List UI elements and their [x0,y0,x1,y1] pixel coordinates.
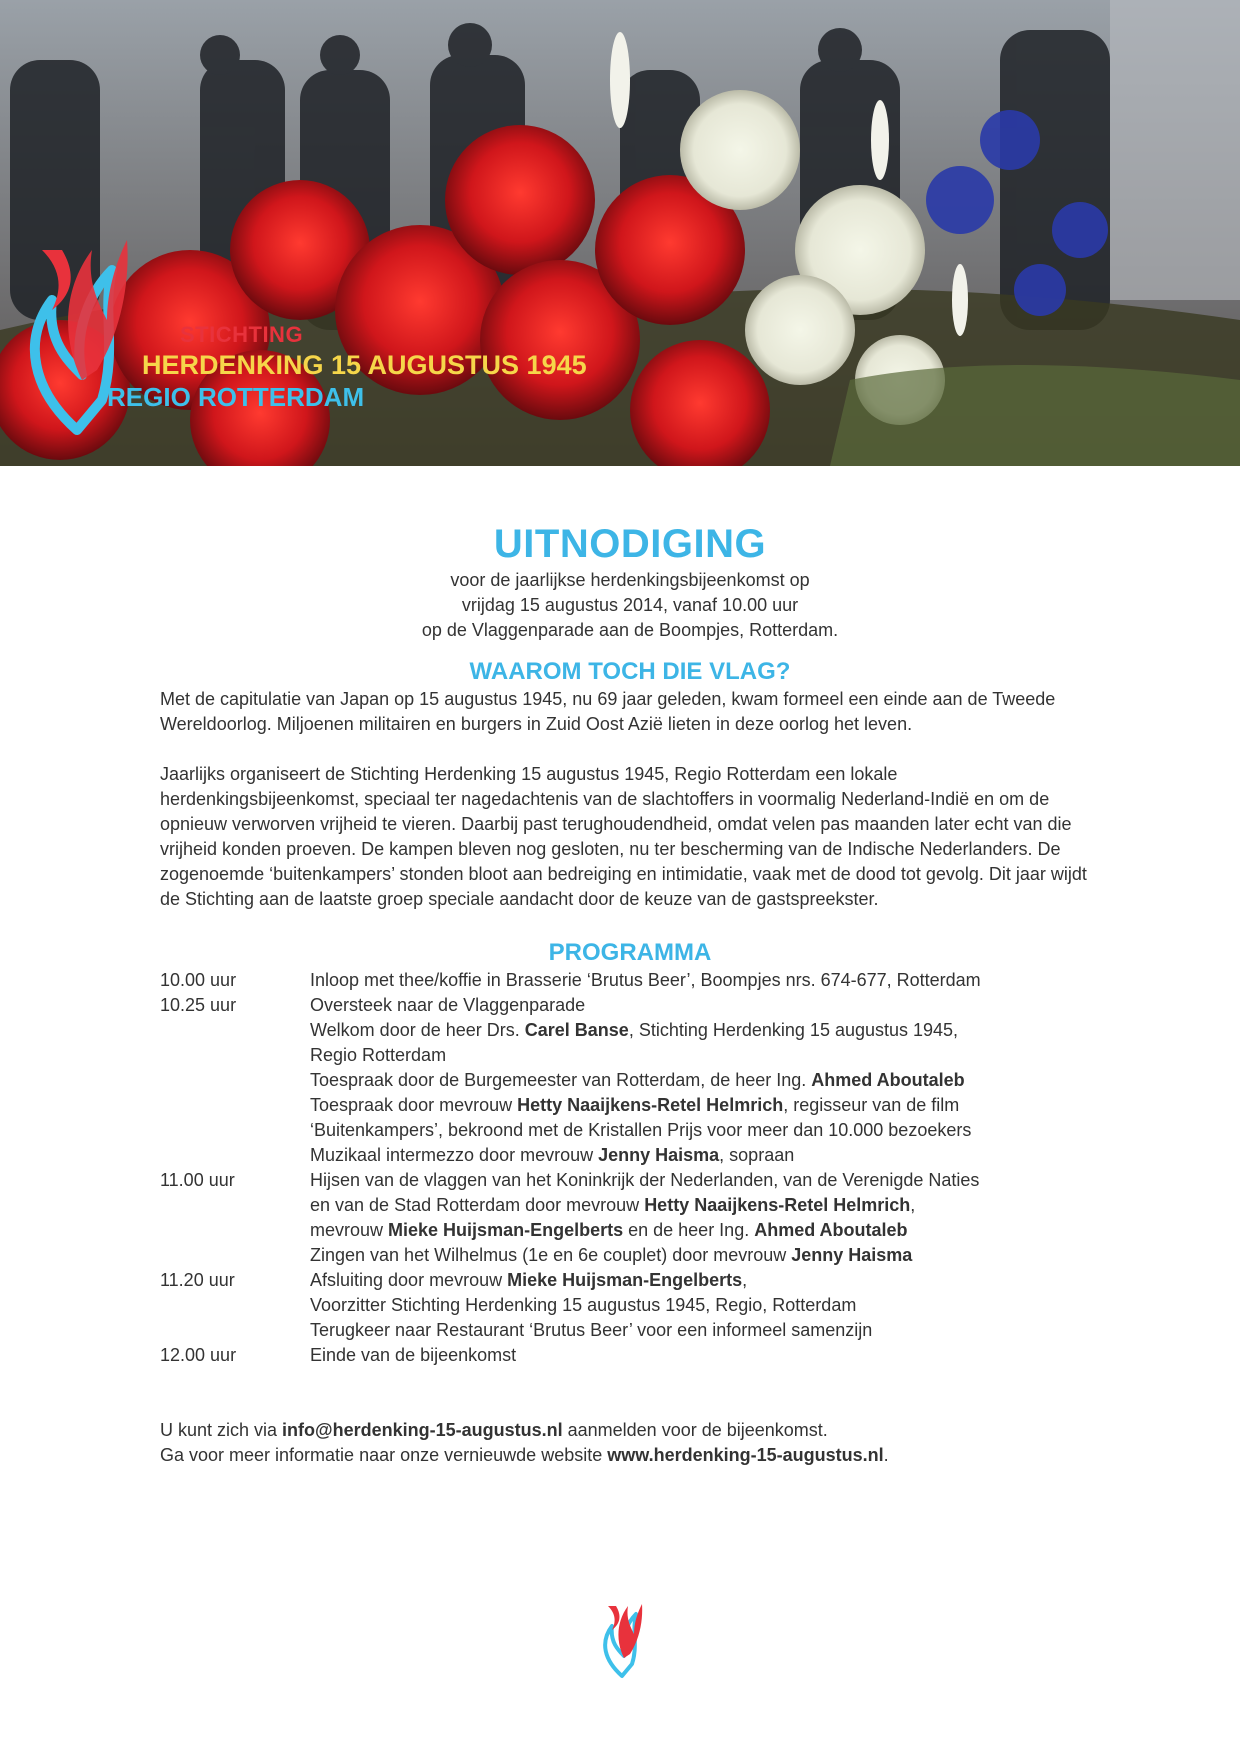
text: Muzikaal intermezzo door mevrouw [310,1145,599,1165]
text: , [910,1195,916,1215]
text: , regisseur van de film [783,1095,960,1115]
website-link[interactable]: www.herdenking-15-augustus.nl [607,1445,884,1465]
paragraph: Met de capitulatie van Japan op 15 augustus 1945, nu 69 jaar geleden, kwam formeel een einde aan de Tweede Wereldoorlog. Miljoenen militairen en burgers in Zuid Oost Azië lieten in deze oorlog het leven. [160,689,1056,734]
person-name: Jenny Haisma [598,1145,720,1165]
program-row [160,1168,1100,1268]
program-line: Terugkeer naar Restaurant ‘Brutus Beer’ voor een informeel samenzijn [310,1320,873,1340]
brand-line-herdenking: HERDENKING 15 AUGUSTUS 1945 [142,350,587,380]
program-row [160,993,1100,1168]
program-item [310,1268,1100,1343]
section-why-flag [160,657,1100,912]
person-name: Ahmed Aboutaleb [811,1070,965,1090]
program-line: Einde van de bijeenkomst [310,1345,517,1365]
person-name: Carel Banse [524,1020,629,1040]
program-item [310,968,1100,993]
program-list [160,968,1100,1368]
program-time: 11.00 uur [160,1170,235,1190]
paragraph: Jaarlijks organiseert de Stichting Herdenking 15 augustus 1945, Regio Rotterdam een lokale herdenkingsbijeenkomst, speciaal ter nagedachtenis van de slachtoffers in voormalig Nederland-Indië en om de opnieuw verworven vrijheid te vieren. Daarbij past terughoudendheid, omdat velen pas maanden later echt van die vrijheid konden proeven. De kampen bleven nog gesloten, nu ter bescherming van de Indische Nederlanders. De zogenoemde ‘buitenkampers’ stonden bloot aan bedreiging en intimidatie, vaak met de dood tot gevolg. Dit jaar wijdt de Stichting aan de laatste groep speciale aandacht door de keuze van de gastspreekster. [160,764,1087,909]
program-time: 12.00 uur [160,1345,237,1365]
person-name: Hetty Naaijkens-Retel Helmrich [517,1095,784,1115]
brand-line-stichting: STICHTING [180,322,304,347]
brand-line-regio: REGIO ROTTERDAM [107,382,365,412]
text: U kunt zich via [160,1420,283,1440]
program-line: Inloop met thee/koffie in Brasserie ‘Brutus Beer’, Boompjes nrs. 674-677, Rotterdam [310,970,981,990]
person-name: Ahmed Aboutaleb [754,1220,908,1240]
invitation-body [160,520,1100,1468]
program-row [160,1268,1100,1343]
text: aanmelden voor de bijeenkomst. [562,1420,828,1440]
invitation-intro [160,568,1100,643]
person-name: Mieke Huijsman-Engelberts [507,1270,743,1290]
person-name: Hetty Naaijkens-Retel Helmrich [644,1195,911,1215]
intro-line: voor de jaarlijkse herdenkingsbijeenkomst op [450,570,810,590]
text: Toespraak door mevrouw [310,1095,518,1115]
text: , [742,1270,748,1290]
paragraph [160,1443,1100,1468]
program-line: Hijsen van de vlaggen van het Koninkrijk der Nederlanden, van de Verenigde Naties [310,1170,980,1190]
program-line: Voorzitter Stichting Herdenking 15 augustus 1945, Regio, Rotterdam [310,1295,857,1315]
program-row [160,1343,1100,1368]
paragraph [160,1418,1100,1443]
program-line [310,1093,1100,1118]
section-program [160,938,1100,1368]
program-time: 10.00 uur [160,970,237,990]
program-item [310,1343,1100,1368]
program-line [310,1268,1100,1293]
intro-line: vrijdag 15 augustus 2014, vanaf 10.00 uur [461,595,799,615]
person-name: Jenny Haisma [791,1245,913,1265]
program-time: 11.20 uur [160,1270,235,1290]
program-line [310,1068,1100,1093]
program-row [160,968,1100,993]
text: Ga voor meer informatie naar onze vernieuwde website [160,1445,608,1465]
text: en de heer Ing. [623,1220,755,1240]
program-item [310,993,1100,1168]
registration-info [160,1418,1100,1468]
program-line [310,1143,1100,1168]
text: Zingen van het Wilhelmus (1e en 6e couplet) door mevrouw [310,1245,792,1265]
invitation-title: UITNODIGING [493,522,767,566]
text: , sopraan [719,1145,795,1165]
program-time: 10.25 uur [160,995,237,1015]
text: Toespraak door de Burgemeester van Rotterdam, de heer Ing. [310,1070,812,1090]
section-heading: PROGRAMMA [548,939,712,966]
email-link[interactable]: info@herdenking-15-augustus.nl [282,1420,563,1440]
program-line [310,1193,1100,1218]
text: Afsluiting door mevrouw [310,1270,508,1290]
program-line [310,1218,1100,1243]
program-line: Regio Rotterdam [310,1045,447,1065]
text: Welkom door de heer Drs. [310,1020,525,1040]
program-item [310,1168,1100,1268]
program-line [310,1018,1100,1043]
intro-line: op de Vlaggenparade aan de Boompjes, Rotterdam. [421,620,839,640]
text: , Stichting Herdenking 15 augustus 1945, [628,1020,959,1040]
program-line: ‘Buitenkampers’, bekroond met de Kristallen Prijs voor meer dan 10.000 bezoekers [310,1120,972,1140]
program-line: Oversteek naar de Vlaggenparade [310,995,586,1015]
flame-logo-small-icon [600,1592,644,1680]
text: en van de Stad Rotterdam door mevrouw [310,1195,645,1215]
text: mevrouw [310,1220,389,1240]
section-heading: WAAROM TOCH DIE VLAG? [469,658,791,685]
program-line [310,1243,1100,1268]
hero-photo [0,0,1240,466]
person-name: Mieke Huijsman-Engelberts [388,1220,624,1240]
text: . [883,1445,889,1465]
